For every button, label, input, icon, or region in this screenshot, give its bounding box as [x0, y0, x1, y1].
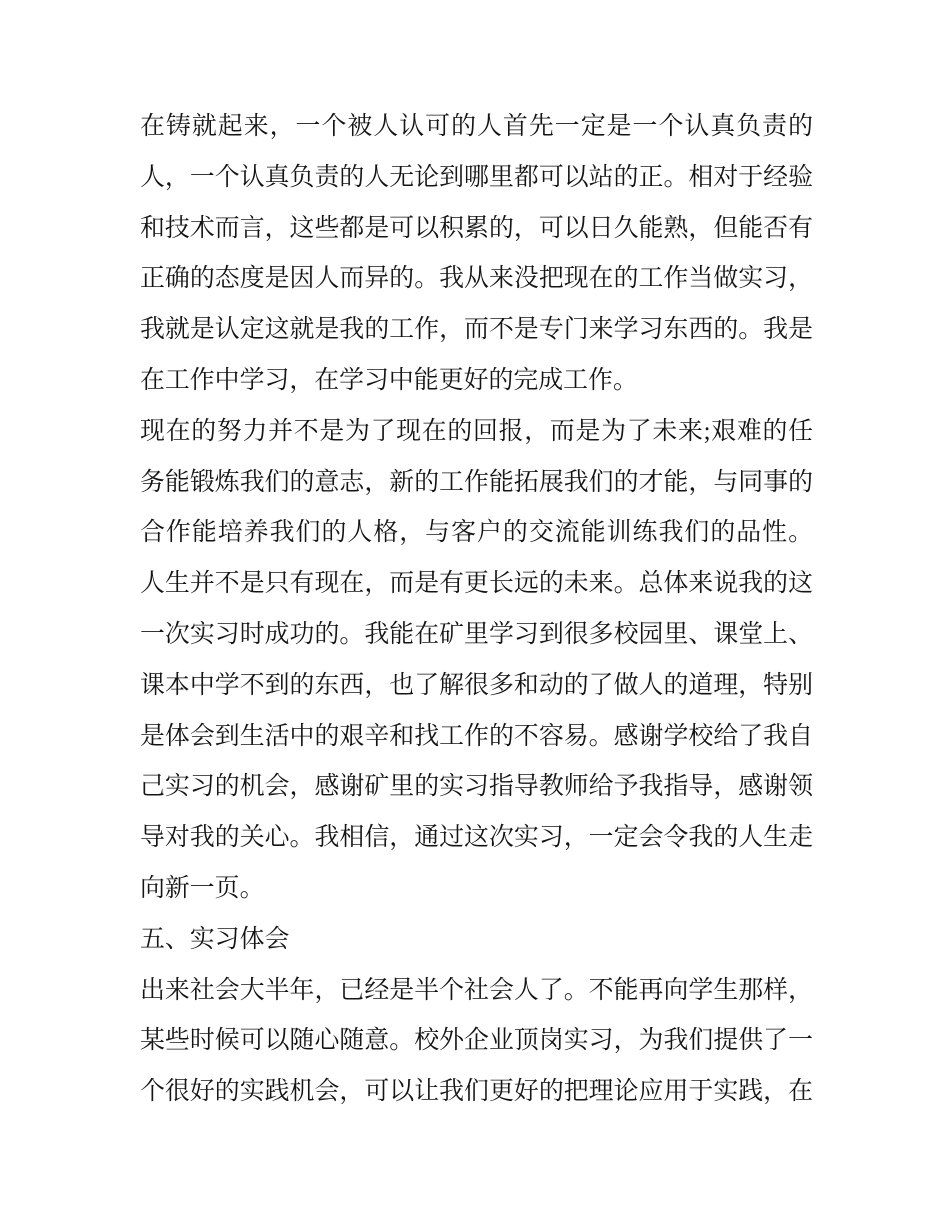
text-line: 我就是认定这就是我的工作，而不是专门来学习东西的。我是 [140, 316, 813, 344]
text-line: 和技术而言，这些都是可以积累的，可以日久能熟，但能否有 [140, 214, 813, 242]
text-line: 课本中学不到的东西，也了解很多和动的了做人的道理，特别 [140, 671, 813, 699]
text-line: 合作能培养我们的人格，与客户的交流能训练我们的品性。 [140, 519, 813, 547]
document-text-block [140, 102, 813, 1118]
text-line: 是体会到生活中的艰辛和找工作的不容易。感谢学校给了我自 [140, 722, 813, 750]
text-line: 人生并不是只有现在，而是有更长远的未来。总体来说我的这 [140, 570, 813, 598]
text-line: 正确的态度是因人而异的。我从来没把现在的工作当做实习， [140, 265, 813, 293]
text-line: 人，一个认真负责的人无论到哪里都可以站的正。相对于经验 [140, 163, 813, 191]
text-line: 在铸就起来，一个被人认可的人首先一定是一个认真负责的 [140, 113, 813, 140]
section-heading: 五、实习体会 [140, 925, 290, 953]
text-line: 务能锻炼我们的意志，新的工作能拓展我们的才能，与同事的 [140, 468, 813, 496]
text-line: 现在的努力并不是为了现在的回报，而是为了未来;艰难的任 [140, 417, 813, 445]
text-line: 一次实习时成功的。我能在矿里学习到很多校园里、课堂上、 [140, 620, 813, 648]
text-line: 出来社会大半年，已经是半个社会人了。不能再向学生那样， [140, 976, 813, 1004]
text-line: 在工作中学习，在学习中能更好的完成工作。 [140, 366, 638, 394]
text-line: 个很好的实践机会，可以让我们更好的把理论应用于实践，在 [140, 1078, 813, 1106]
text-line: 向新一页。 [140, 874, 265, 902]
text-line: 导对我的关心。我相信，通过这次实习，一定会令我的人生走 [140, 824, 813, 852]
text-line: 己实习的机会，感谢矿里的实习指导教师给予我指导，感谢领 [140, 773, 813, 801]
text-line: 某些时候可以随心随意。校外企业顶岗实习，为我们提供了一 [140, 1027, 813, 1055]
